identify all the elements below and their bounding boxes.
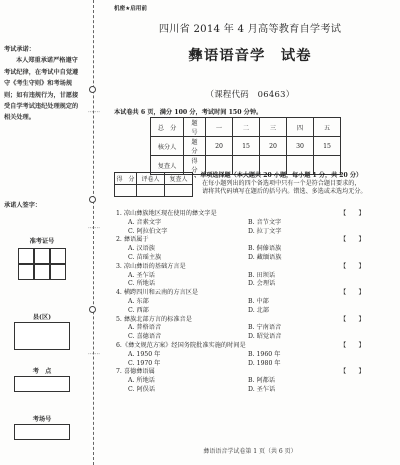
option-c: C. 1970 年	[128, 359, 161, 367]
answer-bracket[interactable]: 【 】	[340, 315, 365, 323]
score-cell: 20	[206, 137, 233, 156]
score-cell: 总 分	[151, 118, 184, 137]
section-instruction-line: 请将其代码填写在题后的括号内。错选、多选或未选均无分。	[202, 188, 367, 196]
grader-header: 复查人	[165, 173, 193, 185]
grader-entry-cell[interactable]	[115, 185, 137, 197]
option-a: A. 东部	[128, 297, 149, 305]
option-d: D. 会理话	[248, 280, 276, 288]
score-row-question-numbers	[151, 118, 341, 137]
course-code: （课程代码 06463）	[205, 89, 295, 99]
score-cell: 15	[233, 137, 260, 156]
option-b: B. 中部	[248, 297, 269, 305]
score-cell: 一	[206, 118, 233, 137]
score-row-points	[151, 137, 341, 156]
admission-digit-box[interactable]	[50, 264, 66, 280]
admission-digit-box[interactable]	[18, 264, 34, 280]
section-instructions	[188, 172, 398, 197]
answer-bracket[interactable]: 【 】	[340, 289, 365, 297]
score-cell: 15	[314, 137, 341, 156]
question-item	[116, 236, 400, 262]
option-d: D. 拉丁文字	[248, 227, 282, 235]
grader-entry-cell[interactable]	[137, 185, 165, 197]
cut-dots: ·······	[88, 226, 100, 232]
option-c: C. 苗瑶主族	[128, 253, 162, 261]
score-table	[150, 117, 341, 175]
option-d: D. 圣乍话	[248, 385, 276, 393]
question-stem: 2. 彝语属于	[116, 236, 149, 244]
section-heading: 一、单项选择题（本大题共 20 小题，每小题 1 分，共 20 分）	[188, 172, 363, 179]
question-stem: 1. 凉山彝族地区现在使用的彝文字是	[116, 210, 217, 217]
question-item	[116, 316, 400, 342]
option-d: D. 昭觉语音	[248, 333, 282, 341]
question-stem: 5. 彝族北部方言的标准音是	[116, 315, 192, 323]
score-cell: 五	[314, 118, 341, 137]
binding-hole-icon	[89, 306, 96, 313]
option-b: B. 田坝话	[248, 271, 276, 279]
question-stem: 4. 横跨四川和云南的方言区是	[116, 289, 199, 297]
option-a: A. 圣乍话	[128, 271, 155, 279]
question-stem: 3. 凉山彝语的基础方言是	[116, 262, 186, 270]
cut-dots: ·······	[88, 110, 100, 116]
admission-digit-box[interactable]	[18, 248, 34, 264]
option-c: C. 阿俣话	[128, 385, 156, 393]
grader-table	[114, 172, 193, 197]
answer-bracket[interactable]: 【 】	[340, 210, 365, 217]
score-cell: 20	[260, 137, 287, 156]
answer-bracket[interactable]: 【 】	[340, 262, 365, 270]
room-label: 考场号	[32, 416, 52, 423]
county-field[interactable]	[14, 322, 70, 350]
question-item	[116, 210, 400, 236]
paper-note: 本试卷共 6 页，满分 100 分，考试时间 150 分钟。	[114, 109, 263, 116]
admission-number-label: 准考证号	[29, 238, 55, 245]
answer-bracket[interactable]: 【 】	[340, 236, 365, 244]
answer-bracket[interactable]: 【 】	[340, 341, 365, 349]
exam-title: 四川省 2014 年 4 月高等教育自学考试	[158, 24, 342, 35]
option-a: A. 音素文字	[128, 218, 162, 226]
option-b: B. 音节文字	[248, 218, 282, 226]
candidate-pledge	[4, 44, 84, 124]
cut-dots: ·······	[88, 352, 100, 358]
admission-digit-box[interactable]	[50, 248, 66, 264]
option-c: C. 所地话	[128, 280, 156, 288]
confidential-mark: 机密★启用前	[114, 6, 147, 12]
answer-bracket[interactable]: 【 】	[340, 368, 365, 376]
score-cell: 四	[287, 118, 314, 137]
option-b: B. 侗傣语族	[248, 245, 282, 253]
question-item	[116, 368, 400, 394]
binding-hole-icon	[89, 86, 96, 93]
pledge-title: 考试承诺：	[4, 46, 35, 53]
question-item	[116, 342, 400, 368]
score-cell: 二	[233, 118, 260, 137]
question-item	[116, 263, 400, 289]
option-b: B. 1960 年	[248, 350, 281, 358]
signature-label: 承诺人签字：	[4, 202, 42, 209]
option-c: C. 喜德语音	[128, 333, 162, 341]
score-cell: 复查人	[151, 156, 184, 175]
question-stem: 6.《彝文规范方案》经国务院批准实施的时间是	[116, 341, 246, 349]
question-stem: 7. 喜德彝语属	[116, 368, 155, 376]
county-label: 县(区)	[32, 314, 52, 321]
admission-digit-box[interactable]	[34, 248, 50, 264]
grader-header: 评卷人	[137, 173, 165, 185]
room-field[interactable]	[14, 424, 70, 440]
option-d: D. 北部	[248, 306, 270, 314]
score-cell: 题 号	[184, 118, 206, 137]
paper-title: 彝语语音学 试卷	[188, 47, 312, 64]
option-a: A. 汉语族	[128, 245, 155, 253]
option-d: D. 藏缅语族	[248, 253, 282, 261]
binding-hole-icon	[89, 196, 96, 203]
score-cell: 三	[260, 118, 287, 137]
option-a: A. 普格语音	[128, 324, 162, 332]
option-a: A. 所地话	[128, 377, 155, 385]
option-c: C. 阿拉伯文字	[128, 227, 168, 235]
venue-field[interactable]	[14, 376, 70, 392]
score-cell: 30	[287, 137, 314, 156]
pledge-text: 本人郑重承诺严格遵守考试纪律，在考试中自觉遵守《考生守则》和考场规则；如有违规行为，甘愿接受自学考试违纪处理规定的相关处理。	[4, 57, 79, 122]
option-a: A. 1950 年	[128, 350, 161, 358]
venue-label: 考 点	[32, 368, 52, 375]
option-b: B. 阿都话	[248, 377, 276, 385]
option-d: D. 1980 年	[248, 359, 281, 367]
cut-line	[93, 0, 94, 465]
score-cell: 核分人	[151, 137, 184, 156]
question-list	[116, 210, 400, 395]
binding-sidebar	[0, 0, 100, 465]
admission-digit-box[interactable]	[34, 264, 50, 280]
option-c: C. 西部	[128, 306, 149, 314]
option-b: B. 宁南语音	[248, 324, 282, 332]
page-footer: 彝语语音学试卷第 1 页（共 6 页）	[203, 448, 297, 455]
score-cell: 题 分	[184, 137, 206, 156]
score-cell: 得 分	[184, 156, 206, 175]
grader-header: 得 分	[115, 173, 137, 185]
section-instruction-line: 在每小题列出的四个备选项中只有一个是符合题目要求的，	[202, 180, 361, 188]
question-item	[116, 289, 400, 315]
